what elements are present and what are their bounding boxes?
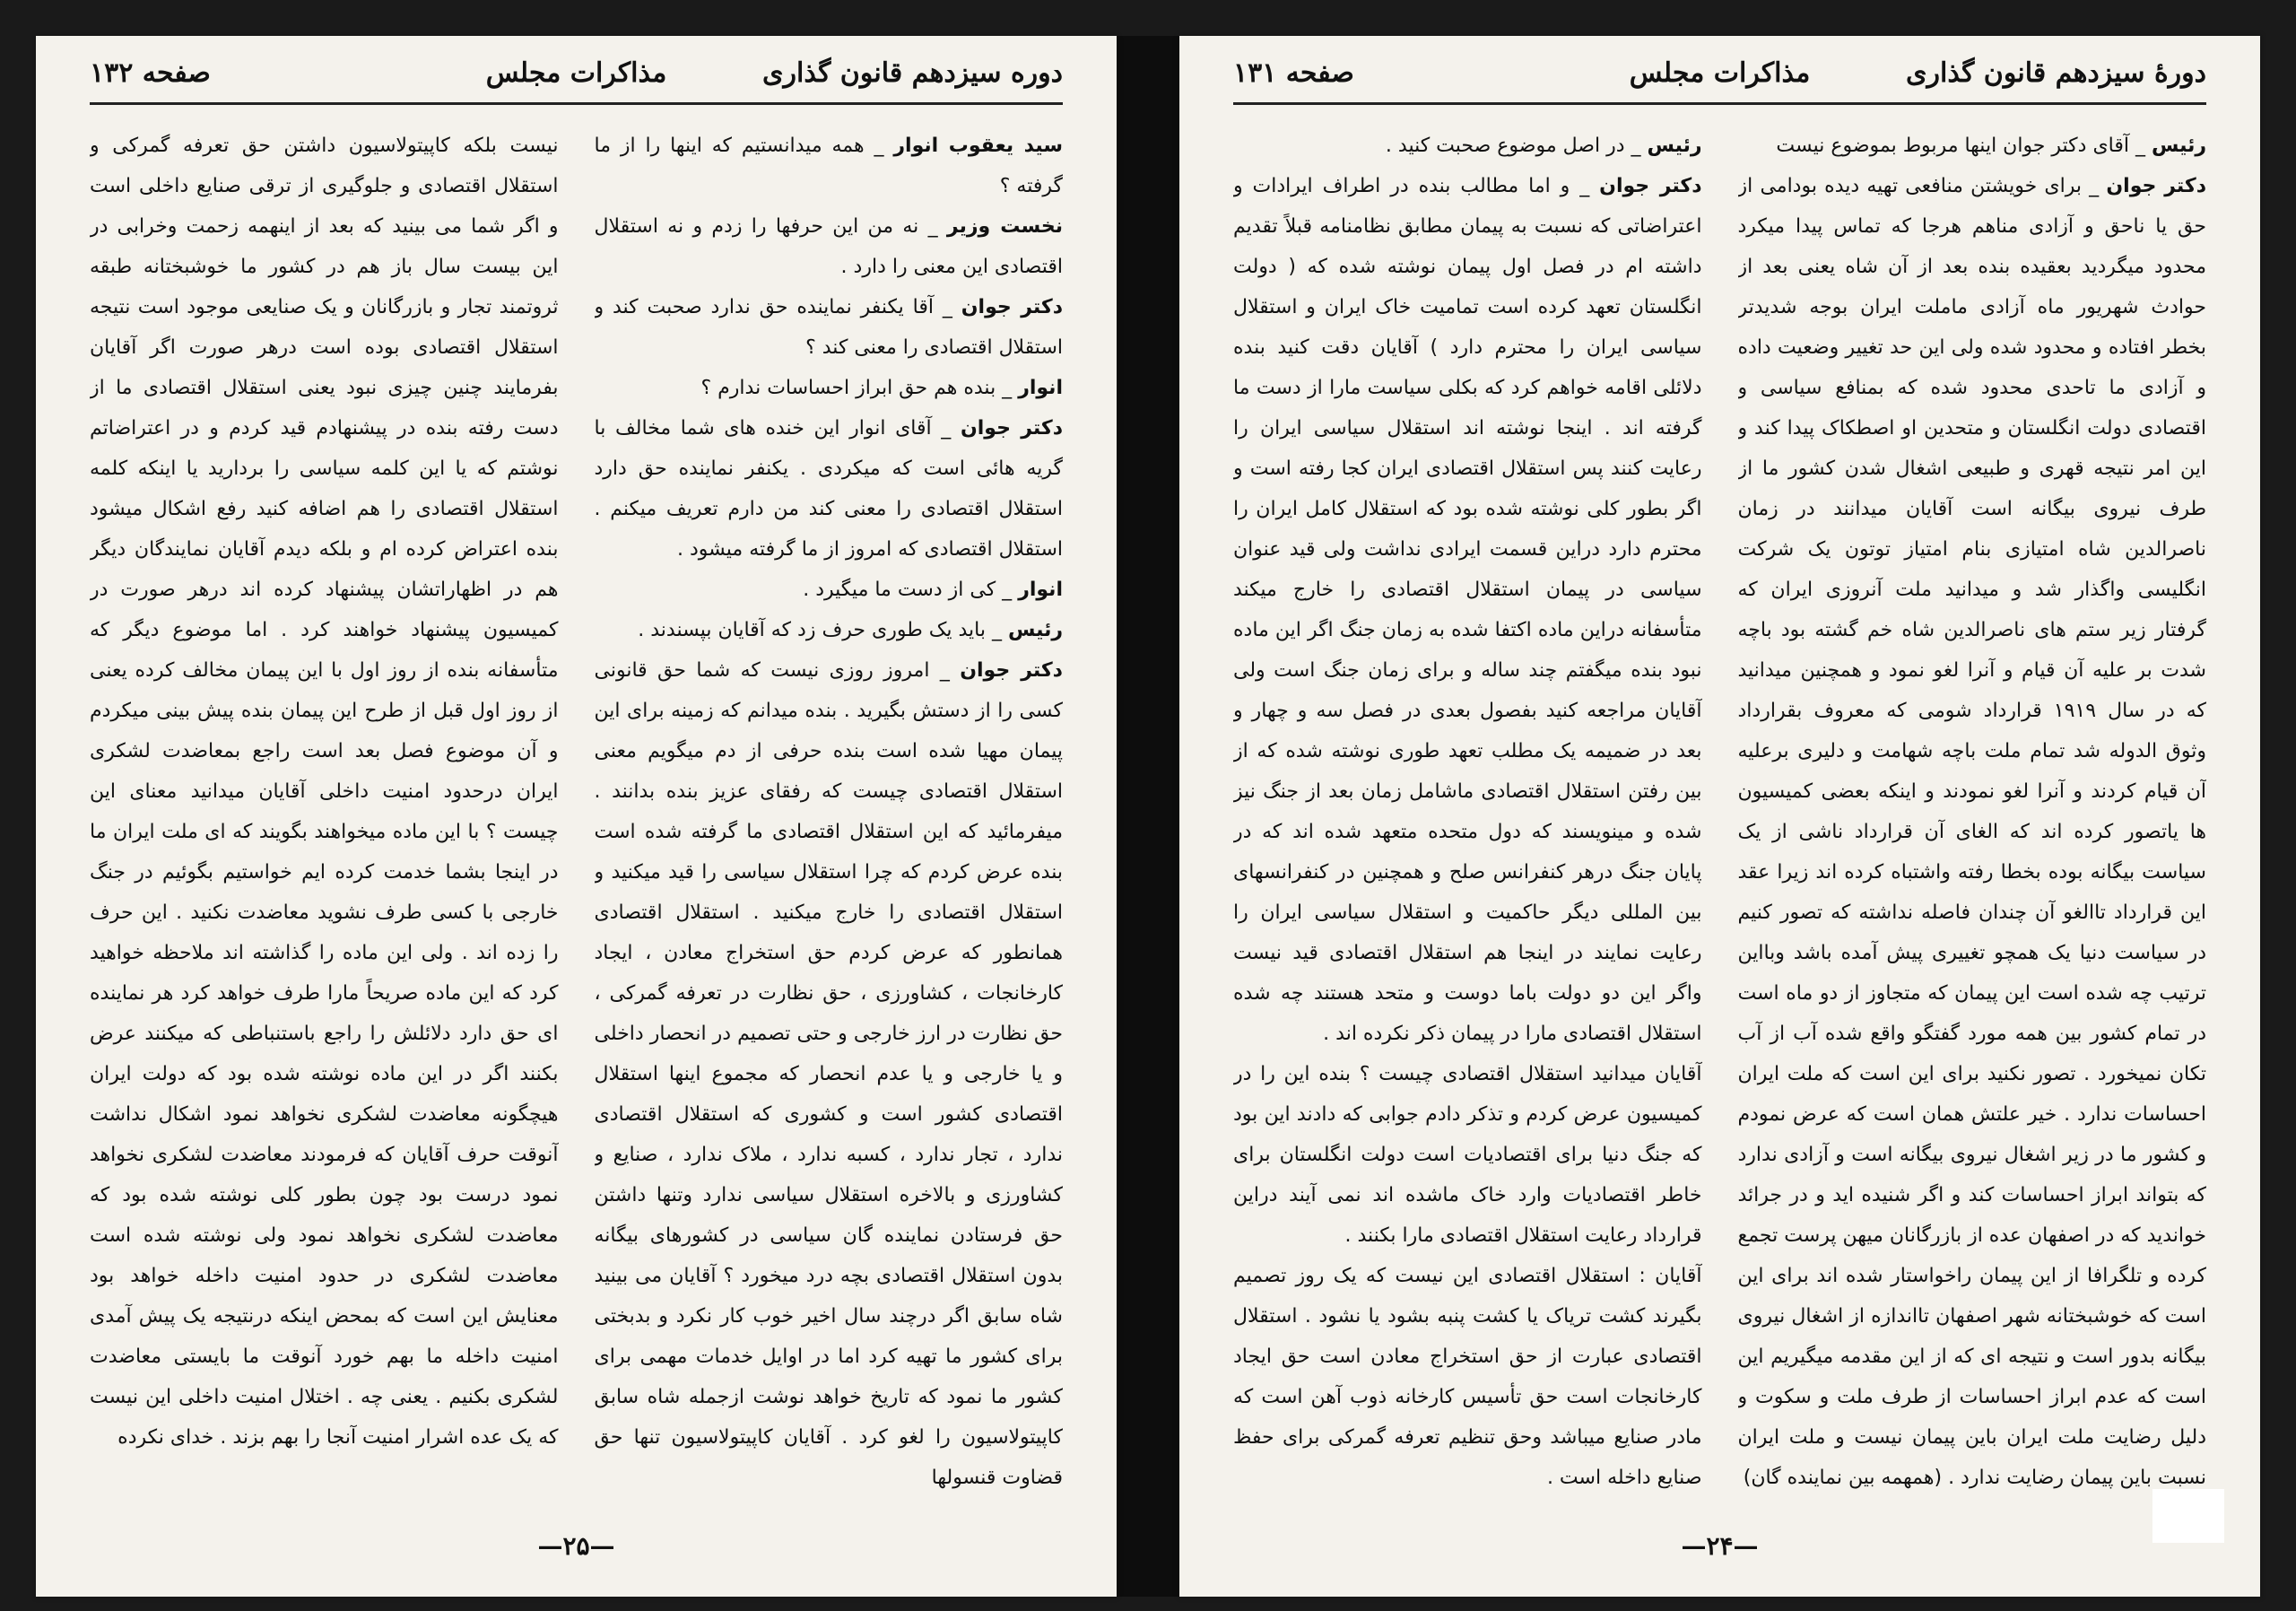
paragraph <box>1233 126 1702 166</box>
speech-text: _ آقای انوار این خنده های شما مخالف با گریه هائی است که میکردی . یکنفر نماینده حق دارد استقلال اقتصادی را معنی کند من دارم تعریف میکنم . استقلال اقتصادی که امروز از ما گرفته میشود . <box>594 417 1063 561</box>
speaker-name: دکتر جوان <box>960 417 1063 440</box>
page-footer-number: —۲۵— <box>537 1531 615 1561</box>
speaker-name: دکتر جوان <box>2106 175 2206 197</box>
speaker-name: رئیس <box>1647 135 1702 157</box>
header-page-number: صفحه ۱۳۱ <box>1233 57 1354 89</box>
speech-text: _ در اصل موضوع صحبت کنید . <box>1385 135 1648 157</box>
speaker-name: دکتر جوان <box>1599 175 1702 197</box>
speaker-name: رئیس <box>1007 619 1063 641</box>
header-page-number: صفحه ۱۳۲ <box>90 57 211 89</box>
header-title: مذاکرات مجلس <box>485 57 667 89</box>
paragraph <box>595 610 1064 650</box>
speech-text: _ برای خویشتن منافعی تهیه دیده بودامی از حق یا ناحق و آزادی مناهم هرجا که تماس پیدا میکرد محدود میگردید بعقیده بنده بعد از آن شاه یعنی بعد از حوادث شهریور ماه آزادی ماملت ایران بوجه شدیدتر بخطر افتاده و محدود شده ولی این حد تغییر وضعیت داده و آزادی ما تاحدی محدود شده که بمنافع سیاسی و اقتصادی دولت انگلستان و متحدین او اصطکاک پیدا کند و این امر نتیجه قهری و طبیعی اشغال شدن کشور ما از طرف نیروی بیگانه است آقایان میدانند در زمان ناصرالدین شاه امتیازی بنام امتیاز توتون یک شرکت انگلیسی واگذار شد و میدانید ملت آنروزی ایران که گرفتار زیر ستم های ناصرالدین شاه خم گشته بود باچه شدت بر علیه آن قیام و آنرا لغو نمود و همچنین میدانید که در سال ۱۹۱۹ قرارداد شومی که معروف بقرارداد وثوق الدوله شد تمام ملت باچه شهامت و دلیری برعلیه آن قیام کردند و آنرا لغو نمودند و اینکه بعضی کمیسیون ها یاتصور کرده اند که الغای آن قرارداد ناشی از یک سیاست بیگانه بوده بخطا رفته واشتباه کرده اند زیرا عقد این قرارداد تاالغو آن چندان فاصله نداشته که تصور کنیم در سیاست دنیا یک همچو تغییری پیش آمده باشد وبااین ترتیب چه شده است این پیمان که متجاوز از دو ماه است در تمام کشور بین همه مورد گفتگو واقع شده آب از آب تکان نمیخورد . تصور نکنید برای این است که ملت ایران احساسات ندارد . خیر علتش همان است که عرض نمودم و کشور ما در زیر اشغال نیروی بیگانه است و آزادی ندارد که بتواند ابراز احساسات کند و اگر شنیده اید و در جرائد خواندید که در اصفهان عده از بازرگانان میهن پرست تجمع کرده و تلگرافا از این پیمان راخواستار شده اند برای این است که خوشبختانه شهر اصفهان تااندازه از اشغال نیروی بیگانه بدور است و نتیجه ای که از این مقدمه میگیریم این است که عدم ابراز احساسات از طرف ملت و سکوت و دلیل رضایت ملت ایران باین پیمان نیست و ملت ایران نسبت باین پیمان رضایت ندارد . (همهمه بین نماینده گان) <box>1737 175 2206 1489</box>
paragraph <box>1233 166 1702 1054</box>
speaker-name: دکتر جوان <box>961 296 1063 318</box>
left-page <box>36 36 1117 1597</box>
text-columns <box>1233 126 2206 1498</box>
speaker-name: نخست وزیر <box>946 215 1063 238</box>
header-session: دوره سیزدهم قانون گذاری <box>762 57 1063 89</box>
paragraph <box>595 650 1064 1498</box>
column-right <box>595 126 1064 1498</box>
speech-text: _ کی از دست ما میگیرد . <box>803 579 1019 601</box>
paragraph <box>595 206 1064 287</box>
speaker-name: دکتر جوان <box>960 659 1063 682</box>
speech-text: _ همه میدانستیم که اینها را از ما گرفته ؟ <box>594 135 1063 197</box>
paragraph <box>1738 166 2207 1498</box>
speech-text: _ امروز روزی نیست که شما حق قانونی کسی را از دستش بگیرید . بنده میدانم که زمینه برای این پیمان مهیا شده است بنده حرفی از دم میگویم معنی استقلال اقتصادی چیست که رفقای عزیز بنده بدانند . میفرمائید که این استقلال اقتصادی ما گرفته شده است بنده عرض کردم که چرا استقلال سیاسی را قید میکنید و استقلال اقتصادی را خارج میکنید . استقلال اقتصادی همانطور که عرض کردم حق استخراج معادن ، ایجاد کارخانجات ، کشاورزی ، حق نظارت در تعرفه گمرکی ، حق نظارت در ارز خارجی و حتی تصمیم در انحصار داخلی و یا خارجی و یا عدم انحصار که مجموع اینها استقلال اقتصادی کشور است و کشوری که استقلال اقتصادی ندارد ، تجار ندارد ، کسبه ندارد ، ملاک ندارد ، صنایع و کشاورزی و بالاخره استقلال سیاسی ندارد وتنها داشتن حق فرستادن نماینده گان سیاسی در کشورهای بیگانه بدون استقلال اقتصادی بچه درد میخورد ؟ آقایان می بینید شاه سابق اگر درچند سال اخیر خوب کار نکرد و بدبختی برای کشور ما تهیه کرد اما در اوایل خدمات مهمی برای کشور ما نمود که تاریخ خواهد نوشت ازجمله شاه سابق کاپیتولاسیون را لغو کرد . آقایان کاپیتولاسیون تنها حق قضاوت قنسولها <box>594 659 1063 1489</box>
paragraph <box>1233 1054 1702 1256</box>
speech-text: _ آقای دکتر جوان اینها مربوط بموضوع نیست <box>1776 135 2152 157</box>
speech-text: نیست بلکه کاپیتولاسیون داشتن حق تعرفه گمرکی و استقلال اقتصادی و جلوگیری از ترقی صنایع داخلی است و اگر شما می بینید که بعد از اینهمه زحمت وخرابی در این بیست سال باز هم در کشور ما خوشبختانه طبقه ثروتمند تجار و بازرگانان و یک صنایعی موجود است نتیجه استقلال اقتصادی بوده است درهر صورت اگر آقایان بفرمایند چنین چیزی نبود یعنی استقلال اقتصادی ما از دست رفته بنده در پیشنهادم قید کردم و در اعتراضاتم نوشتم که یا این کلمه سیاسی را بردارید یا اینکه کلمه استقلال اقتصادی را هم اضافه کنید رفع اشکال میشود بنده اعتراض کرده ام و بلکه دیدم آقایان نمایندگان دیگر هم در اظهاراتشان پیشنهاد کرده اند درهر صورت در کمیسیون پیشنهاد خواهند کرد . اما موضوع دیگر که متأسفانه بنده از روز اول با این پیمان مخالف کرده یعنی از روز اول قبل از طرح این پیمان بنده پیش بینی میکردم و آن موضوع فصل بعد است راجع بمعاضدت لشکری ایران درحدود امنیت داخلی آقایان میدانید معنای این چیست ؟ با این ماده میخواهند بگویند که ای ملت ایران ما در اینجا بشما خدمت کرده ایم خواستیم بگوئیم در جنگ خارجی با کسی طرف نشوید معاضدت نکنید . این حرف را زده اند . ولی این ماده را گذاشته اند ملاحظه خواهید کرد که این ماده صریحاً مارا طرف خواهد کرد هر نماینده ای حق دارد دلائلش را راجع باستنباطی که میکنند عرض بکنند اگر در این ماده نوشته شده بود که دولت ایران هیچگونه معاضدت لشکری نخواهد نمود اشکال نداشت آنوقت حرف آقایان که فرمودند معاضدت لشکری نخواهد نمود درست بود چون بطور کلی نوشته شده بود که معاضدت لشکری نخواهد نمود ولی نوشته شده است معاضدت لشکری در حدود امنیت داخله خواهد بود معنایش این است که بمحض اینکه درنتیجه یک پیش آمدی امنیت داخله ما بهم خورد آنوقت ما بایستی معاضدت لشکری بکنیم . یعنی چه . اختلال امنیت داخلی این نیست که یک عده اشرار امنیت آنجا را بهم بزند . خدای نکرده <box>90 135 559 1449</box>
speaker-name: سید یعقوب انوار <box>893 135 1063 157</box>
speech-text: _ آقا یکنفر نماینده حق ندارد صحبت کند و استقلال اقتصادی را معنی کند ؟ <box>594 296 1063 359</box>
paragraph <box>1738 126 2207 166</box>
paragraph <box>595 287 1064 368</box>
speaker-name: انوار <box>1018 377 1063 399</box>
scan-patch <box>2152 1489 2224 1543</box>
binding-gutter <box>1117 36 1179 1597</box>
header-title: مذاکرات مجلس <box>1629 57 1811 89</box>
paragraph <box>595 408 1064 570</box>
speech-text: _ و اما مطالب بنده در اطراف ایرادات و اعتراضاتی که نسبت به پیمان مطابق نظامنامه قبلاً تقدیم داشته ام در فصل اول پیمان نوشته شده که ( دولت انگلستان تعهد کرده است تمامیت خاک ایران و استقلال سیاسی ایران را محترم دارد ) آقایان دقت کنید بنده دلائلی اقامه خواهم کرد که بکلی سیاست مارا از دست ما گرفته اند . اینجا نوشته اند استقلال سیاسی ایران را رعایت کنند پس استقلال اقتصادی ایران کجا رفته است و اگر بطور کلی نوشته شده بود که استقلال کامل ایران را محترم دارد دراین قسمت ایرادی نداشت ولی قید عنوان سیاسی در پیمان استقلال اقتصادی را خارج میکند متأسفانه دراین ماده اکتفا شده به زمان جنگ اگر این ماده نبود بنده میگفتم چند ساله و برای زمان جنگ است ولی آقایان مراجعه کنید بفصول بعدی در فصل سه و چهار و بعد در ضمیمه یک مطلب تعهد طوری نوشته شده که از بین رفتن استقلال اقتصادی ماشامل زمان بعد از جنگ نیز شده و مینویسند که دول متحده متعهد شده اند که در پایان جنگ درهر کنفرانس صلح و همچنین در کنفرانسهای بین المللی دیگر حاکمیت و استقلال سیاسی ایران را رعایت نمایند در اینجا هم استقلال اقتصادی قید نیست واگر این دو دولت باما دوست و متحد هستند چه شده استقلال اقتصادی مارا در پیمان ذکر نکرده اند . <box>1233 175 1702 1045</box>
page-header <box>90 52 1063 105</box>
page-header <box>1233 52 2206 105</box>
speaker-name: انوار <box>1018 579 1063 601</box>
speech-text: _ باید یک طوری حرف زد که آقایان بپسندند . <box>638 619 1008 641</box>
speech-text: آقایان : استقلال اقتصادی این نیست که یک روز تصمیم بگیرند کشت تریاک یا کشت پنبه بشود یا نشود . استقلال اقتصادی عبارت از حق استخراج معادن است حق ایجاد کارخانجات است حق تأسیس کارخانه ذوب آهن است که مادر صنایع میباشد وحق تنظیم تعرفه گمرکی برای حفظ صنایع داخله است . <box>1233 1265 1702 1489</box>
paragraph <box>595 126 1064 206</box>
speech-text: آقایان میدانید استقلال اقتصادی چیست ؟ بنده این را در کمیسیون عرض کردم و تذکر دادم جوابی که دادند این بود که جنگ دنیا برای اقتصادیات است دولت انگلستان برای خاطر اقتصادیات وارد خاک ماشده اند نمی آیند دراین قرارداد رعایت استقلال اقتصادی مارا بکنند . <box>1233 1063 1702 1247</box>
column-left <box>90 126 559 1498</box>
column-right <box>1738 126 2207 1498</box>
paragraph <box>1233 1256 1702 1498</box>
page-footer-number: —۲۴— <box>1681 1531 1759 1561</box>
speech-text: _ نه من این حرفها را زدم و نه استقلال اقتصادی این معنی را دارد . <box>594 215 1063 278</box>
right-page <box>1179 36 2260 1597</box>
column-left <box>1233 126 1702 1498</box>
speech-text: _ بنده هم حق ابراز احساسات ندارم ؟ <box>700 377 1019 399</box>
paragraph <box>595 570 1064 610</box>
speaker-name: رئیس <box>2151 135 2206 157</box>
paragraph <box>90 126 559 1458</box>
text-columns <box>90 126 1063 1498</box>
header-session: دورهٔ سیزدهم قانون گذاری <box>1906 57 2206 89</box>
paragraph <box>595 368 1064 408</box>
